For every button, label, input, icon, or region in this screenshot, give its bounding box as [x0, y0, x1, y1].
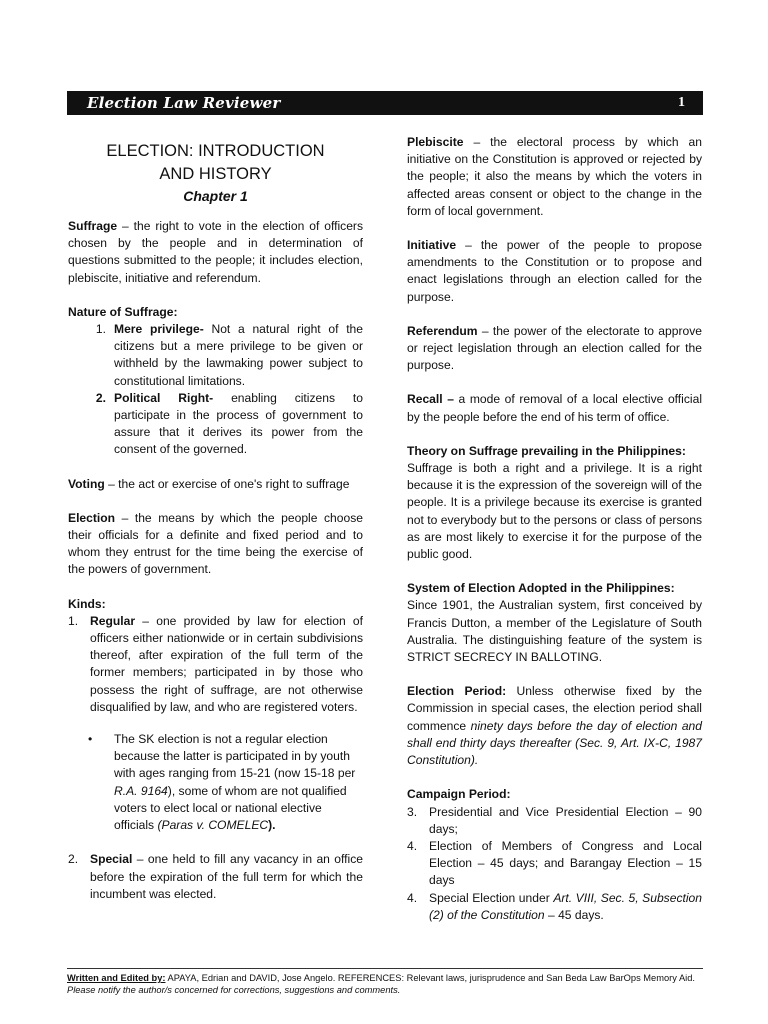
list-item: 2. Political Right- enabling citizens to participate in the process of government to assure that it derives its power from the consent of the governed.	[95, 390, 363, 457]
list-item: 1. Regular – one provided by law for election of officers either nationwide or in certain subdivisions thereof, after expiration of the full term of the former members; participated in by those who possess the right of suffrage, are not otherwise disqualified by law, and who are registered voters.	[68, 613, 363, 714]
page-number: 1	[678, 95, 685, 110]
campaign-list	[407, 804, 702, 924]
header-bar	[67, 91, 703, 115]
plebiscite-definition: Plebiscite – the electoral process by which an initiative on the Constitution is approved or rejected by the people; it also the means by which the voters in affected areas consent or object to the change in the form of local government.	[407, 135, 702, 218]
kinds-heading: Kinds:	[68, 596, 106, 611]
right-column	[407, 134, 702, 941]
list-item: 3. Presidential and Vice Presidential Election – 90 days;	[407, 804, 702, 836]
theory-section: Theory on Suffrage prevailing in the Philippines: Suffrage is both a right and a privilege. It is a right because it is the expression of the sovereign will of the people. It is a privilege because its exercise is granted not to everybody but to the persons or class of persons as are most likely to exercise it for the purpose of the public good.	[407, 443, 702, 562]
footer-note: Please notify the author/s concerned for corrections, suggestions and comments.	[67, 985, 401, 995]
kinds-list-cont	[68, 851, 363, 903]
election-definition: Election – the means by which the people choose their officials for a definite and fixed period and to whom they entrust for the time being the exercise of the powers of government.	[68, 510, 363, 577]
initiative-definition: Initiative – the power of the people to propose amendments to the Constitution or to propose and enact legislations through an election called for the purpose.	[407, 238, 702, 304]
suffrage-definition: Suffrage – the right to vote in the election of officers chosen by the people and in determination of questions submitted to the people; it includes election, plebiscite, initiative and referendum.	[68, 219, 363, 285]
bullet-icon: •	[88, 732, 93, 747]
referendum-definition: Referendum – the power of the electorate to approve or reject legislation through an election called for the purpose.	[407, 323, 702, 373]
recall-definition: Recall – a mode of removal of a local elective official by the people before the end of his term of office.	[407, 392, 703, 424]
voting-definition: Voting – the act or exercise of one's right to suffrage	[68, 476, 350, 491]
system-section: System of Election Adopted in the Philippines: Since 1901, the Australian system, first conceived by Francis Dutton, a member of the Legislature of South Australia. The distinguishing feature of the system is STRICT SECRECY IN BALLOTING.	[407, 581, 702, 665]
nature-list	[68, 321, 363, 459]
election-period: Election Period: Unless otherwise fixed by the Commission in special cases, the election period shall commence ninety days before the day of election and shall end thirty days thereafter (Sec. 9, Art. IX-C, 1987 Constitution).	[407, 684, 703, 768]
nature-heading: Nature of Suffrage:	[68, 304, 178, 319]
kinds-list	[68, 613, 363, 716]
footer-credits: Written and Edited by: APAYA, Edrian and DAVID, Jose Angelo. REFERENCES: Relevant laws, jurisprudence and San Beda Law BarOps Memory Aid.	[67, 973, 695, 983]
document-title: Election Law Reviewer	[87, 94, 281, 112]
campaign-heading: Campaign Period:	[407, 787, 511, 802]
sk-election-note: • The SK election is not a regular election because the latter is participated in by youth with ages ranging from 15-21 (now 15-18 per R.A. 9164), some of whom are not qualified voters to elect local or national elective officials (Paras v. COMELEC).	[68, 731, 363, 834]
list-item: 4. Special Election under Art. VIII, Sec. 5, Subsection (2) of the Constitution – 45 days.	[407, 890, 702, 922]
list-item: 1. Mere privilege- Not a natural right of the citizens but a mere privilege to be given or withheld by the lawmaking power subject to constitutional limitations.	[95, 322, 364, 388]
page-footer	[67, 968, 703, 996]
left-column	[68, 134, 363, 920]
list-item: 2. Special – one held to fill any vacancy in an office before the expiration of the full term for which the incumbent was elected.	[68, 852, 363, 901]
chapter-title: ELECTION: INTRODUCTION AND HISTORY	[106, 142, 325, 183]
list-item: 4. Election of Members of Congress and Local Election – 45 days; and Barangay Election – 15 days	[407, 838, 702, 888]
chapter-label: Chapter 1	[183, 188, 248, 204]
